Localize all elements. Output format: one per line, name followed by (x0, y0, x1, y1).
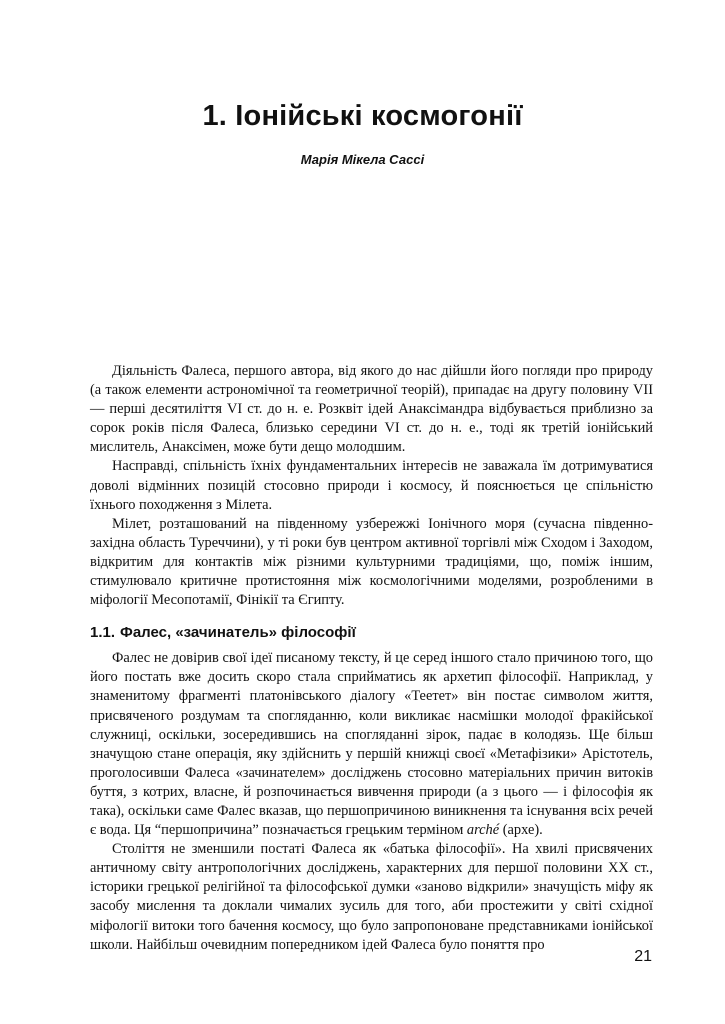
paragraph: Діяльність Фалеса, першого автора, від якого до нас дійшли його погляди про природу (а також елементи астрономічної та геометричної теорій), припадає на другу половину VII — перші десятиліття VI ст. до н. е. Розквіт ідей Анаксімандра відбувається приблизно за сорок років після Фалеса, близько середини VI ст. до н. е., тоді як третій іонійський мислитель, Анаксімен, може бути дещо молодшим. (90, 363, 653, 456)
section-number: 1.1. (90, 624, 116, 642)
body-text (90, 362, 653, 955)
page-number: 21 (634, 948, 652, 965)
paragraph-text: (архе). (499, 822, 543, 839)
greek-term: arché (466, 822, 500, 839)
paragraph-text: Фалес не довірив свої ідеї писаному тексту, й це серед іншого стало причиною того, що його постать вже досить скоро стала сприйматись як архетип філософії. Наприклад, у знаменитому фрагменті платонівського діалогу «Теетет» він постає символом життя, присвяченого роздумам та спогляданню, коли викликає насмішки молодої фракійської служниці, оскільки, зосередившись на спогляданні зірок, падає в колодязь. Ще більш значущою стане операція, яку здійснить у першій книжці своєї «Метафізики» Арістотель, проголосивши Фалеса «зачинателем» досліджень стосовно матеріальних причин витоків буття, з котрих, власне, й розпочинається вивчення природи (а з цього — і філософія як така), оскільки саме Фалес вказав, що першопричиною виникнення та існування всіх речей є вода. Ця “першопричина” позначається грецьким терміном (90, 650, 653, 839)
paragraph: Мілет, розташований на південному узбережжі Іонічного моря (сучасна південно-західна область Туреччини), у ті роки був центром активної торгівлі між Сходом і Заходом, відкритим для контактів між різними культурними традиціями, що, поміж іншим, стимулювало критичне протистояння між космологічними моделями, розробленими в міфології Месопотамії, Фінікії та Єгипту. (90, 515, 653, 609)
section-title: Фалес, «зачинатель» філософії (120, 624, 356, 642)
paragraph (90, 649, 653, 840)
section-heading (90, 623, 653, 642)
chapter-title: 1. Іонійські космогонії (202, 100, 523, 132)
paragraph: Століття не зменшили постаті Фалеса як «батька філософії». На хвилі присвячених античному світу антропологічних досліджень, характерних для першої половини XX ст., історики грецької релігійної та філософської думки «заново відкрили» значущість міфу як засобу мислення та доклали чималих зусиль для того, аби простежити у світі східної міфології витоки того бачення космосу, що було запропоноване представниками іонійської школи. Найбільш очевидним попередником ідей Фалеса було поняття про (90, 841, 653, 953)
chapter-author: Марія Мікела Сассі (300, 152, 425, 167)
paragraph: Насправді, спільність їхніх фундаментальних інтересів не заважала їм дотримуватися доволі відмінних позицій стосовно природи і космосу, й пояснюється це спільністю їхнього походження з Мілета. (90, 458, 653, 513)
